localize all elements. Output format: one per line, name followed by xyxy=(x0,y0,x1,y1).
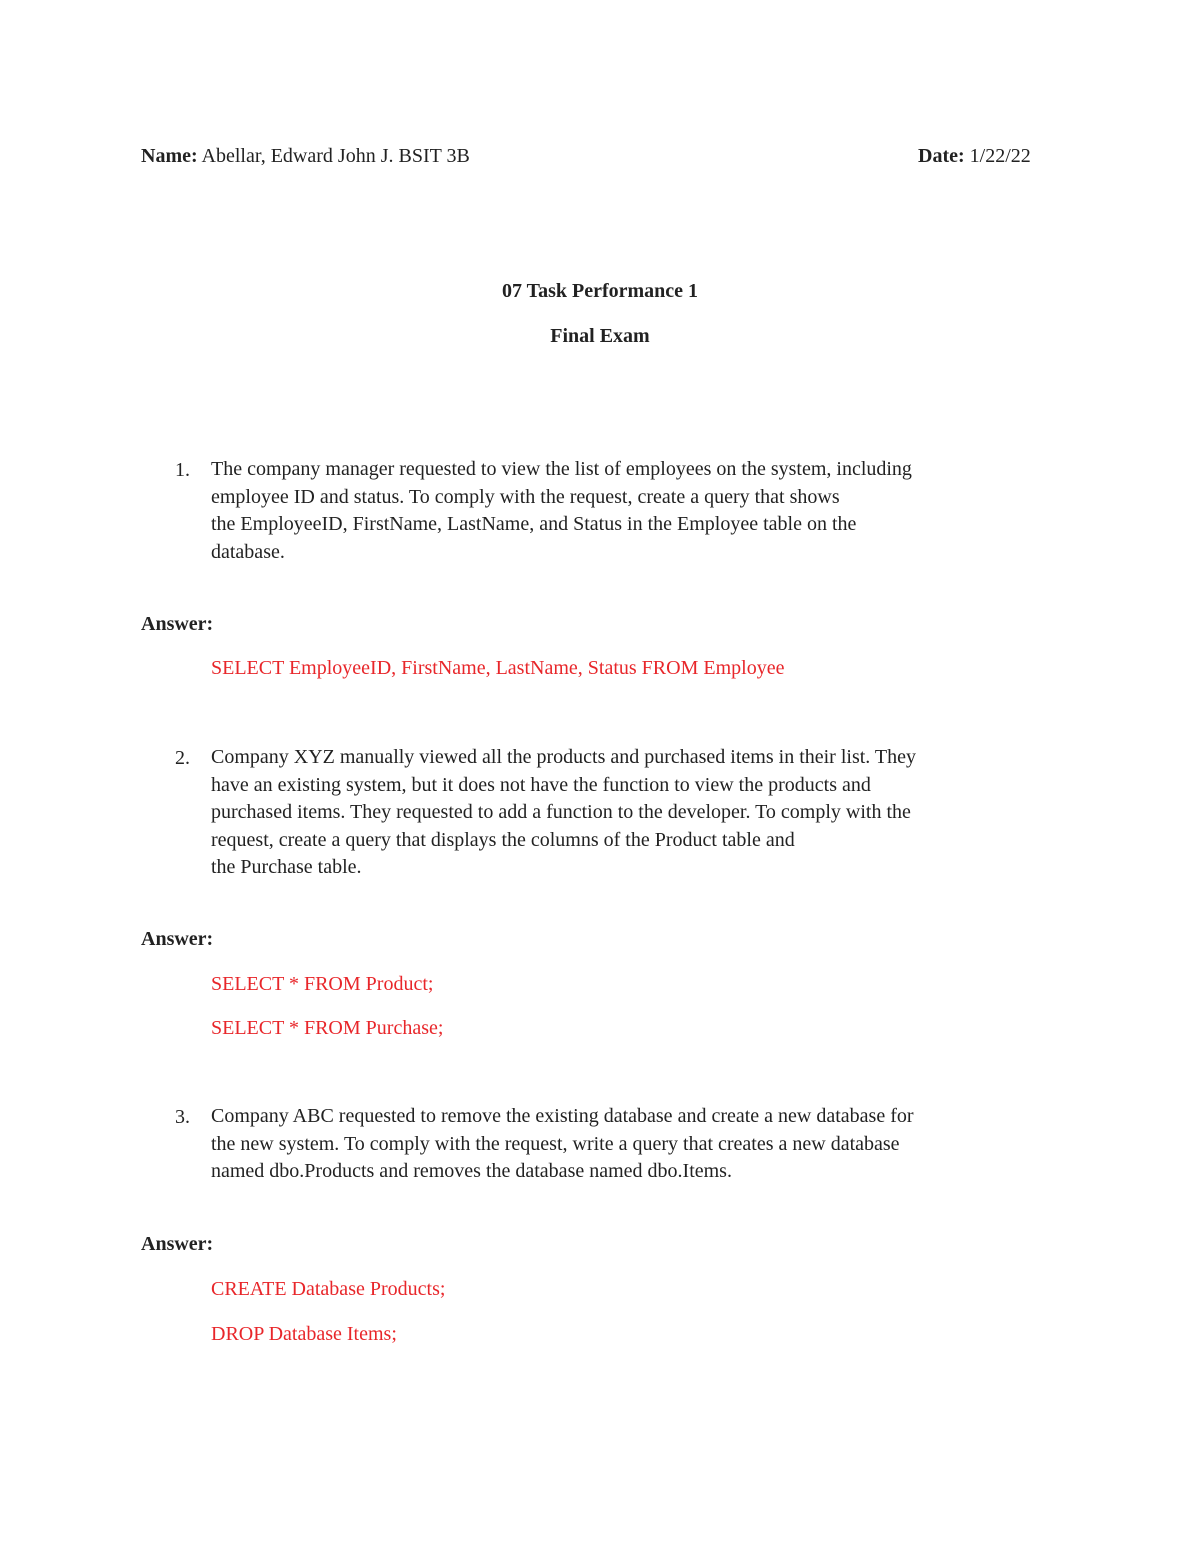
question-1-line: employee ID and status. To comply with the request, create a query that shows xyxy=(211,485,840,508)
answer-3-query-2: DROP Database Items; xyxy=(211,1323,397,1345)
question-2-line: the Purchase table. xyxy=(211,856,362,878)
question-1-text xyxy=(211,456,1051,566)
question-3-line: named dbo.Products and removes the database named dbo.Items. xyxy=(211,1160,732,1182)
date-line xyxy=(918,142,1031,170)
title-line-1: 07 Task Performance 1 xyxy=(501,280,699,302)
answer-2-query-1: SELECT * FROM Product; xyxy=(211,973,434,995)
question-1-line: database. xyxy=(211,540,285,563)
answer-2-label: Answer: xyxy=(141,928,214,950)
question-2-line: purchased items. They requested to add a function to the developer. To comply with the xyxy=(211,801,911,823)
answer-2-query-2: SELECT * FROM Purchase; xyxy=(211,1017,444,1039)
question-1-line: The company manager requested to view the list of employees on the system, including xyxy=(211,458,912,480)
name-value: Abellar, Edward John J. BSIT 3B xyxy=(201,145,470,167)
question-2-line: Company XYZ manually viewed all the products and purchased items in their list. They xyxy=(211,746,917,768)
answer-3-query-1: CREATE Database Products; xyxy=(211,1278,446,1300)
name-line xyxy=(141,142,470,170)
question-2-number: 2. xyxy=(175,747,190,769)
question-1-line: the EmployeeID, FirstName, LastName, and Status in the Employee table on the xyxy=(211,513,857,535)
question-3-number: 3. xyxy=(175,1106,190,1128)
question-2-line: have an existing system, but it does not have the function to view the products and xyxy=(211,773,871,796)
answer-1-query: SELECT EmployeeID, FirstName, LastName, Status FROM Employee xyxy=(211,657,785,679)
title-line-2: Final Exam xyxy=(550,325,650,347)
question-3-text xyxy=(211,1103,1051,1186)
question-3-line: Company ABC requested to remove the existing database and create a new database for xyxy=(211,1105,914,1127)
date-value: 1/22/22 xyxy=(969,145,1031,167)
question-2-text xyxy=(211,744,1051,882)
date-label: Date: xyxy=(918,145,965,167)
answer-1-label: Answer: xyxy=(141,613,214,635)
question-3-line: the new system. To comply with the request, write a query that creates a new database xyxy=(211,1132,900,1155)
question-2-line: request, create a query that displays the columns of the Product table and xyxy=(211,828,795,851)
question-1-number: 1. xyxy=(175,459,190,481)
answer-3-label: Answer: xyxy=(141,1233,214,1255)
name-label: Name: xyxy=(141,145,198,167)
